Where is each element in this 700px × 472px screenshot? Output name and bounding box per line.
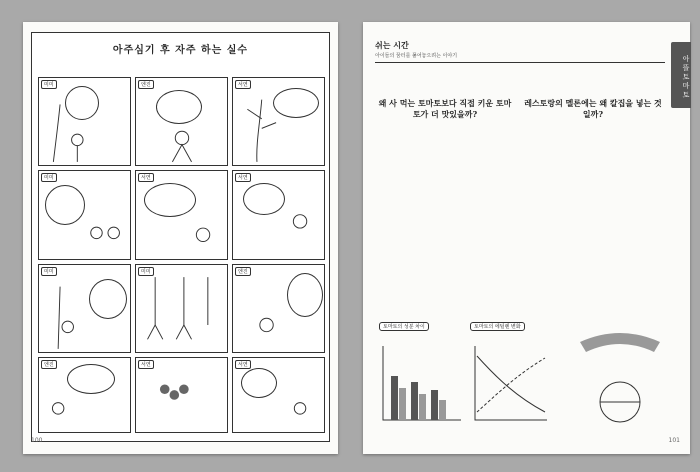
section-divider <box>375 62 665 63</box>
page-number: 101 <box>668 437 680 444</box>
panel-tag: 엔진 <box>138 80 154 89</box>
character-illustration <box>39 171 130 258</box>
article-column-1 <box>375 98 515 128</box>
comic-panel <box>232 77 325 166</box>
panel-tag: 미미 <box>138 267 154 276</box>
panel-tag: 미미 <box>41 267 57 276</box>
comic-panel <box>135 264 228 353</box>
comic-panel <box>232 357 325 433</box>
chart-graphics <box>375 336 553 444</box>
character-illustration <box>233 265 324 352</box>
tomato-cluster-illustration <box>136 358 227 432</box>
character-illustration <box>136 171 227 258</box>
melon-illustration <box>570 322 670 447</box>
panel-tag: 미미 <box>41 173 57 182</box>
character-illustration <box>39 358 130 432</box>
panel-tag: 미미 <box>41 80 57 89</box>
chart-title: 토마토의 성분 차이 <box>379 322 429 331</box>
tomato-plant-illustration <box>233 78 324 165</box>
panel-tag: 서연 <box>138 360 154 369</box>
panel-tag: 서연 <box>235 360 251 369</box>
section-title: 쉬는 시간 <box>375 41 409 50</box>
left-page <box>23 22 338 454</box>
panel-tag: 엔진 <box>235 267 251 276</box>
chart-area <box>375 322 553 447</box>
tomato-plant-illustration <box>39 78 130 165</box>
comic-panel <box>38 264 131 353</box>
panel-tag: 엔진 <box>41 360 57 369</box>
chart-title: 토마토의 에틸렌 변화 <box>470 322 525 331</box>
comic-frame <box>31 32 330 442</box>
comic-panel <box>232 170 325 259</box>
article-column-2 <box>523 98 663 128</box>
panel-tag: 서연 <box>235 173 251 182</box>
right-page <box>363 22 690 454</box>
tomato-roots-illustration <box>136 265 227 352</box>
character-illustration <box>233 358 324 432</box>
comic-panel <box>135 170 228 259</box>
tomato-plant-illustration <box>39 265 130 352</box>
side-tab: 아뜰토마토 <box>671 42 691 108</box>
comic-panel <box>232 264 325 353</box>
page-number: 100 <box>31 437 43 444</box>
article-title: 왜 사 먹는 토마토보다 직접 키운 토마토가 더 맛있을까? <box>378 98 512 119</box>
comic-title: 아주심기 후 자주 하는 실수 <box>112 45 249 56</box>
panel-tag: 서연 <box>235 80 251 89</box>
comic-panel <box>135 357 228 433</box>
panel-tag: 서연 <box>138 173 154 182</box>
comic-panel <box>38 170 131 259</box>
article-title: 레스토랑의 멜론에는 왜 칼집을 넣는 것일까? <box>524 98 662 119</box>
comic-panel <box>135 77 228 166</box>
comic-panel <box>38 357 131 433</box>
comic-panel <box>38 77 131 166</box>
character-illustration <box>233 171 324 258</box>
character-illustration <box>136 78 227 165</box>
comic-grid <box>38 77 325 433</box>
section-subtitle: 아이들의 꿈터를 풀어놓으려는 이야기 <box>375 53 458 59</box>
